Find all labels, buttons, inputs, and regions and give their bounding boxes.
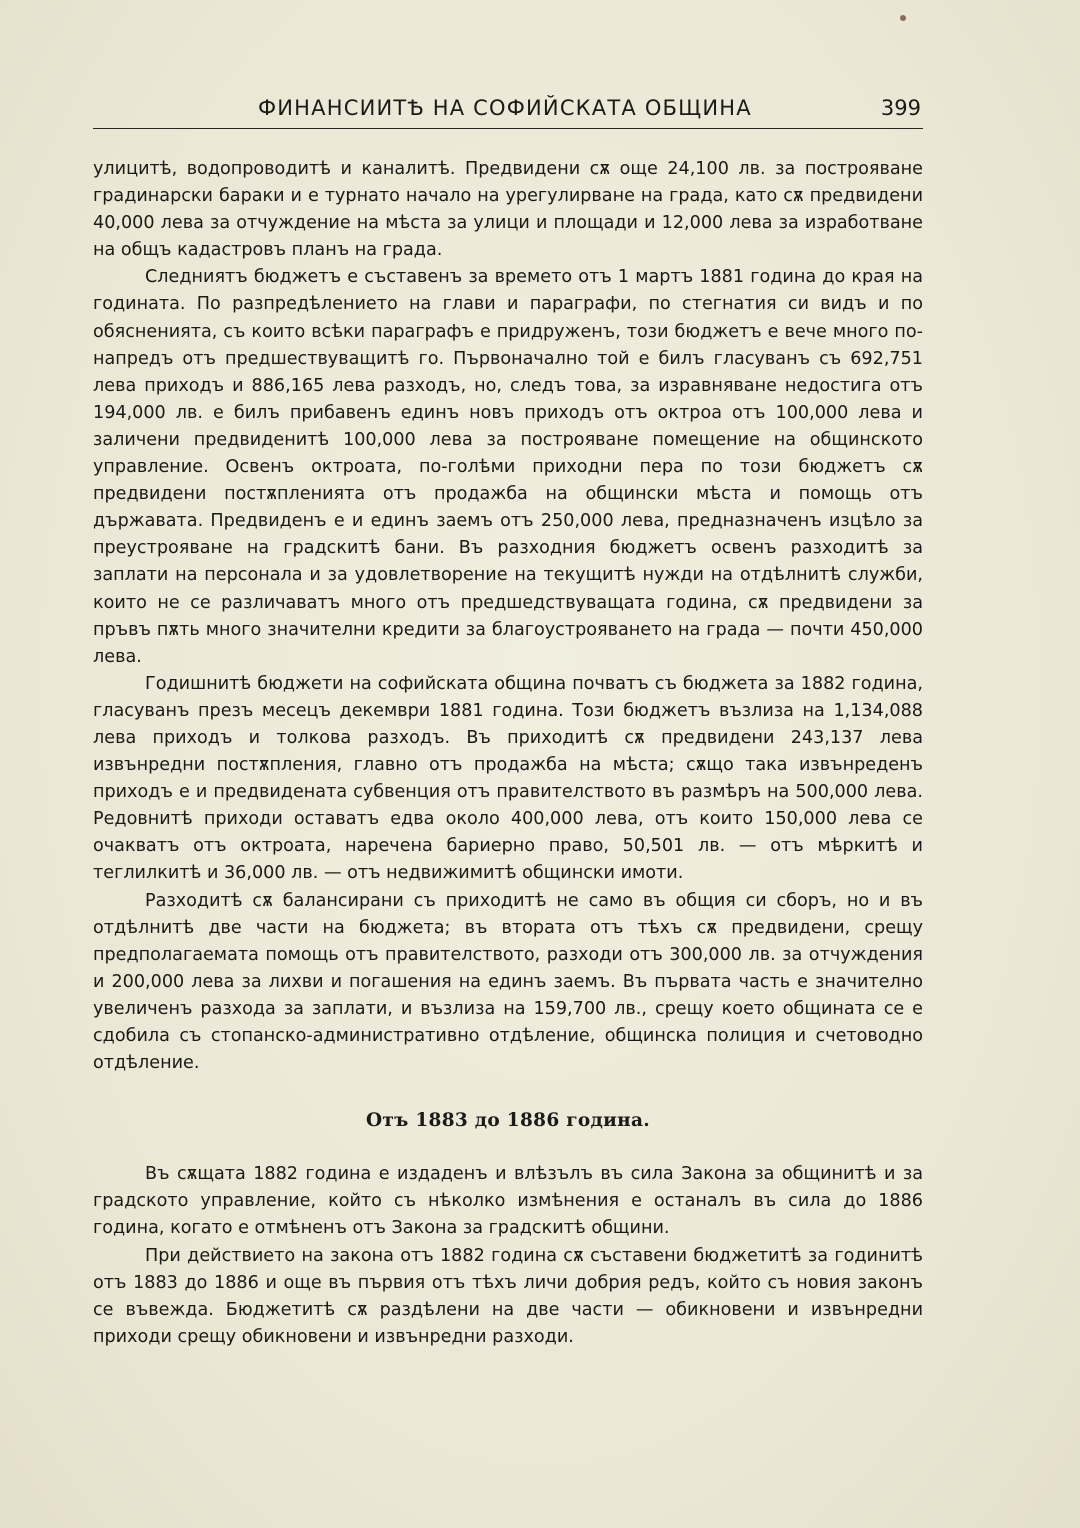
paragraph-4: Разходитѣ сѫ балансирани съ приходитѣ не само въ общия си сборъ, но и въ отдѣлнитѣ две части на бюджета; въ втората отъ тѣхъ сѫ предвидени, срещу предполагаемата помощь отъ правителството, разходи отъ 300,000 лв. за отчуждения и 200,000 лева за лихви и погашения на единъ заемъ. Въ първата часть е значително увеличенъ разхода за заплати, и възлиза на 159,700 лв., срещу което общината се е сдобила съ стопанско-административно отдѣление, общинска полиция и счетоводно отдѣление. <box>93 890 923 1074</box>
paragraph-3: Годишнитѣ бюджети на софийската община почватъ съ бюджета за 1882 година, гласуванъ презъ месецъ декември 1881 година. Този бюджетъ възлиза на 1,134,088 лева приходъ и толкова разходъ. Въ приходитѣ сѫ предвидени 243,137 лева извънредни постѫпления, главно отъ продажба на мѣста; сѫщо така извънреденъ приходъ е и предвидената субвенция отъ правителството въ размѣръ на 500,000 лева. Редовнитѣ приходи оставатъ едва около 400,000 лева, отъ които 150,000 лева се очакватъ отъ октроата, наречена бариерно право, 50,501 лв. — отъ мѣркитѣ и теглилкитѣ и 36,000 лв. — отъ недвижимитѣ общински имоти. <box>93 673 923 884</box>
paragraph-2: Следниятъ бюджетъ е съставенъ за времето отъ 1 мартъ 1881 година до края на годината. По разпредѣлението на глави и параграфи, по стегнатия си видъ и по обясненията, съ които всѣки параграфъ е придруженъ, този бюджетъ е вече много по-напредъ отъ предшествуващитѣ го. Първоначално той е билъ гласуванъ съ 692,751 лева приходъ и 886,165 лева разходъ, но, следъ това, за изравняване недостига отъ 194,000 лв. е билъ прибавенъ единъ новъ приходъ отъ октроа отъ 100,000 лева и заличени предвиденитѣ 100,000 лева за построяване помещение на общинското управление. Освенъ октроата, по-голѣми приходни пера по този бюджетъ сѫ предвидени постѫпленията отъ продажба на общински мѣста и помощь отъ държавата. Предвиденъ е и единъ заемъ отъ 250,000 лева, предназначенъ изцѣло за преустрояване на градскитѣ бани. Въ разходния бюджетъ освенъ разходитѣ за заплати на персонала и за удовлетворение на текущитѣ нужди на отдѣлнитѣ служби, които не се различаватъ много отъ предшедствуващата година, сѫ предвидени за пръвъ пѫть много значителни кредити за благоустрояването на града — почти 450,000 лева. <box>93 267 923 667</box>
running-header <box>93 92 923 129</box>
paragraph-1: улицитѣ, водопроводитѣ и каналитѣ. Предвидени сѫ още 24,100 лв. за построяване градинарски бараки и е турнато начало на урегулирване на града, като сѫ предвидени 40,000 лева за отчуждение на мѣста за улици и площади и 12,000 лева за изработване на общъ кадастровъ планъ на града. <box>93 159 923 261</box>
paragraph-5: Въ сѫщата 1882 година е издаденъ и влѣзълъ въ сила Закона за общинитѣ и за градското управление, който съ нѣколко измѣнения е останалъ въ сила до 1886 година, когато е отмѣненъ отъ Закона за градскитѣ общини. <box>93 1164 923 1239</box>
running-title: ФИНАНСИИТѢ НА СОФИЙСКАТА ОБЩИНА <box>258 96 752 120</box>
body-text <box>93 156 923 1351</box>
ink-dot <box>900 15 906 21</box>
section-heading: Отъ 1883 до 1886 година. <box>365 1110 651 1132</box>
paragraph-6: При действието на закона отъ 1882 година сѫ съставени бюджетитѣ за годинитѣ отъ 1883 до 1886 и още въ първия отъ тѣхъ личи добрия редъ, който съ новия законъ се въвежда. Бюджетитѣ сѫ раздѣлени на две части — обикновени и извънредни приходи срещу обикновени и извънредни разходи. <box>93 1245 923 1347</box>
page-number: 399 <box>880 96 921 120</box>
